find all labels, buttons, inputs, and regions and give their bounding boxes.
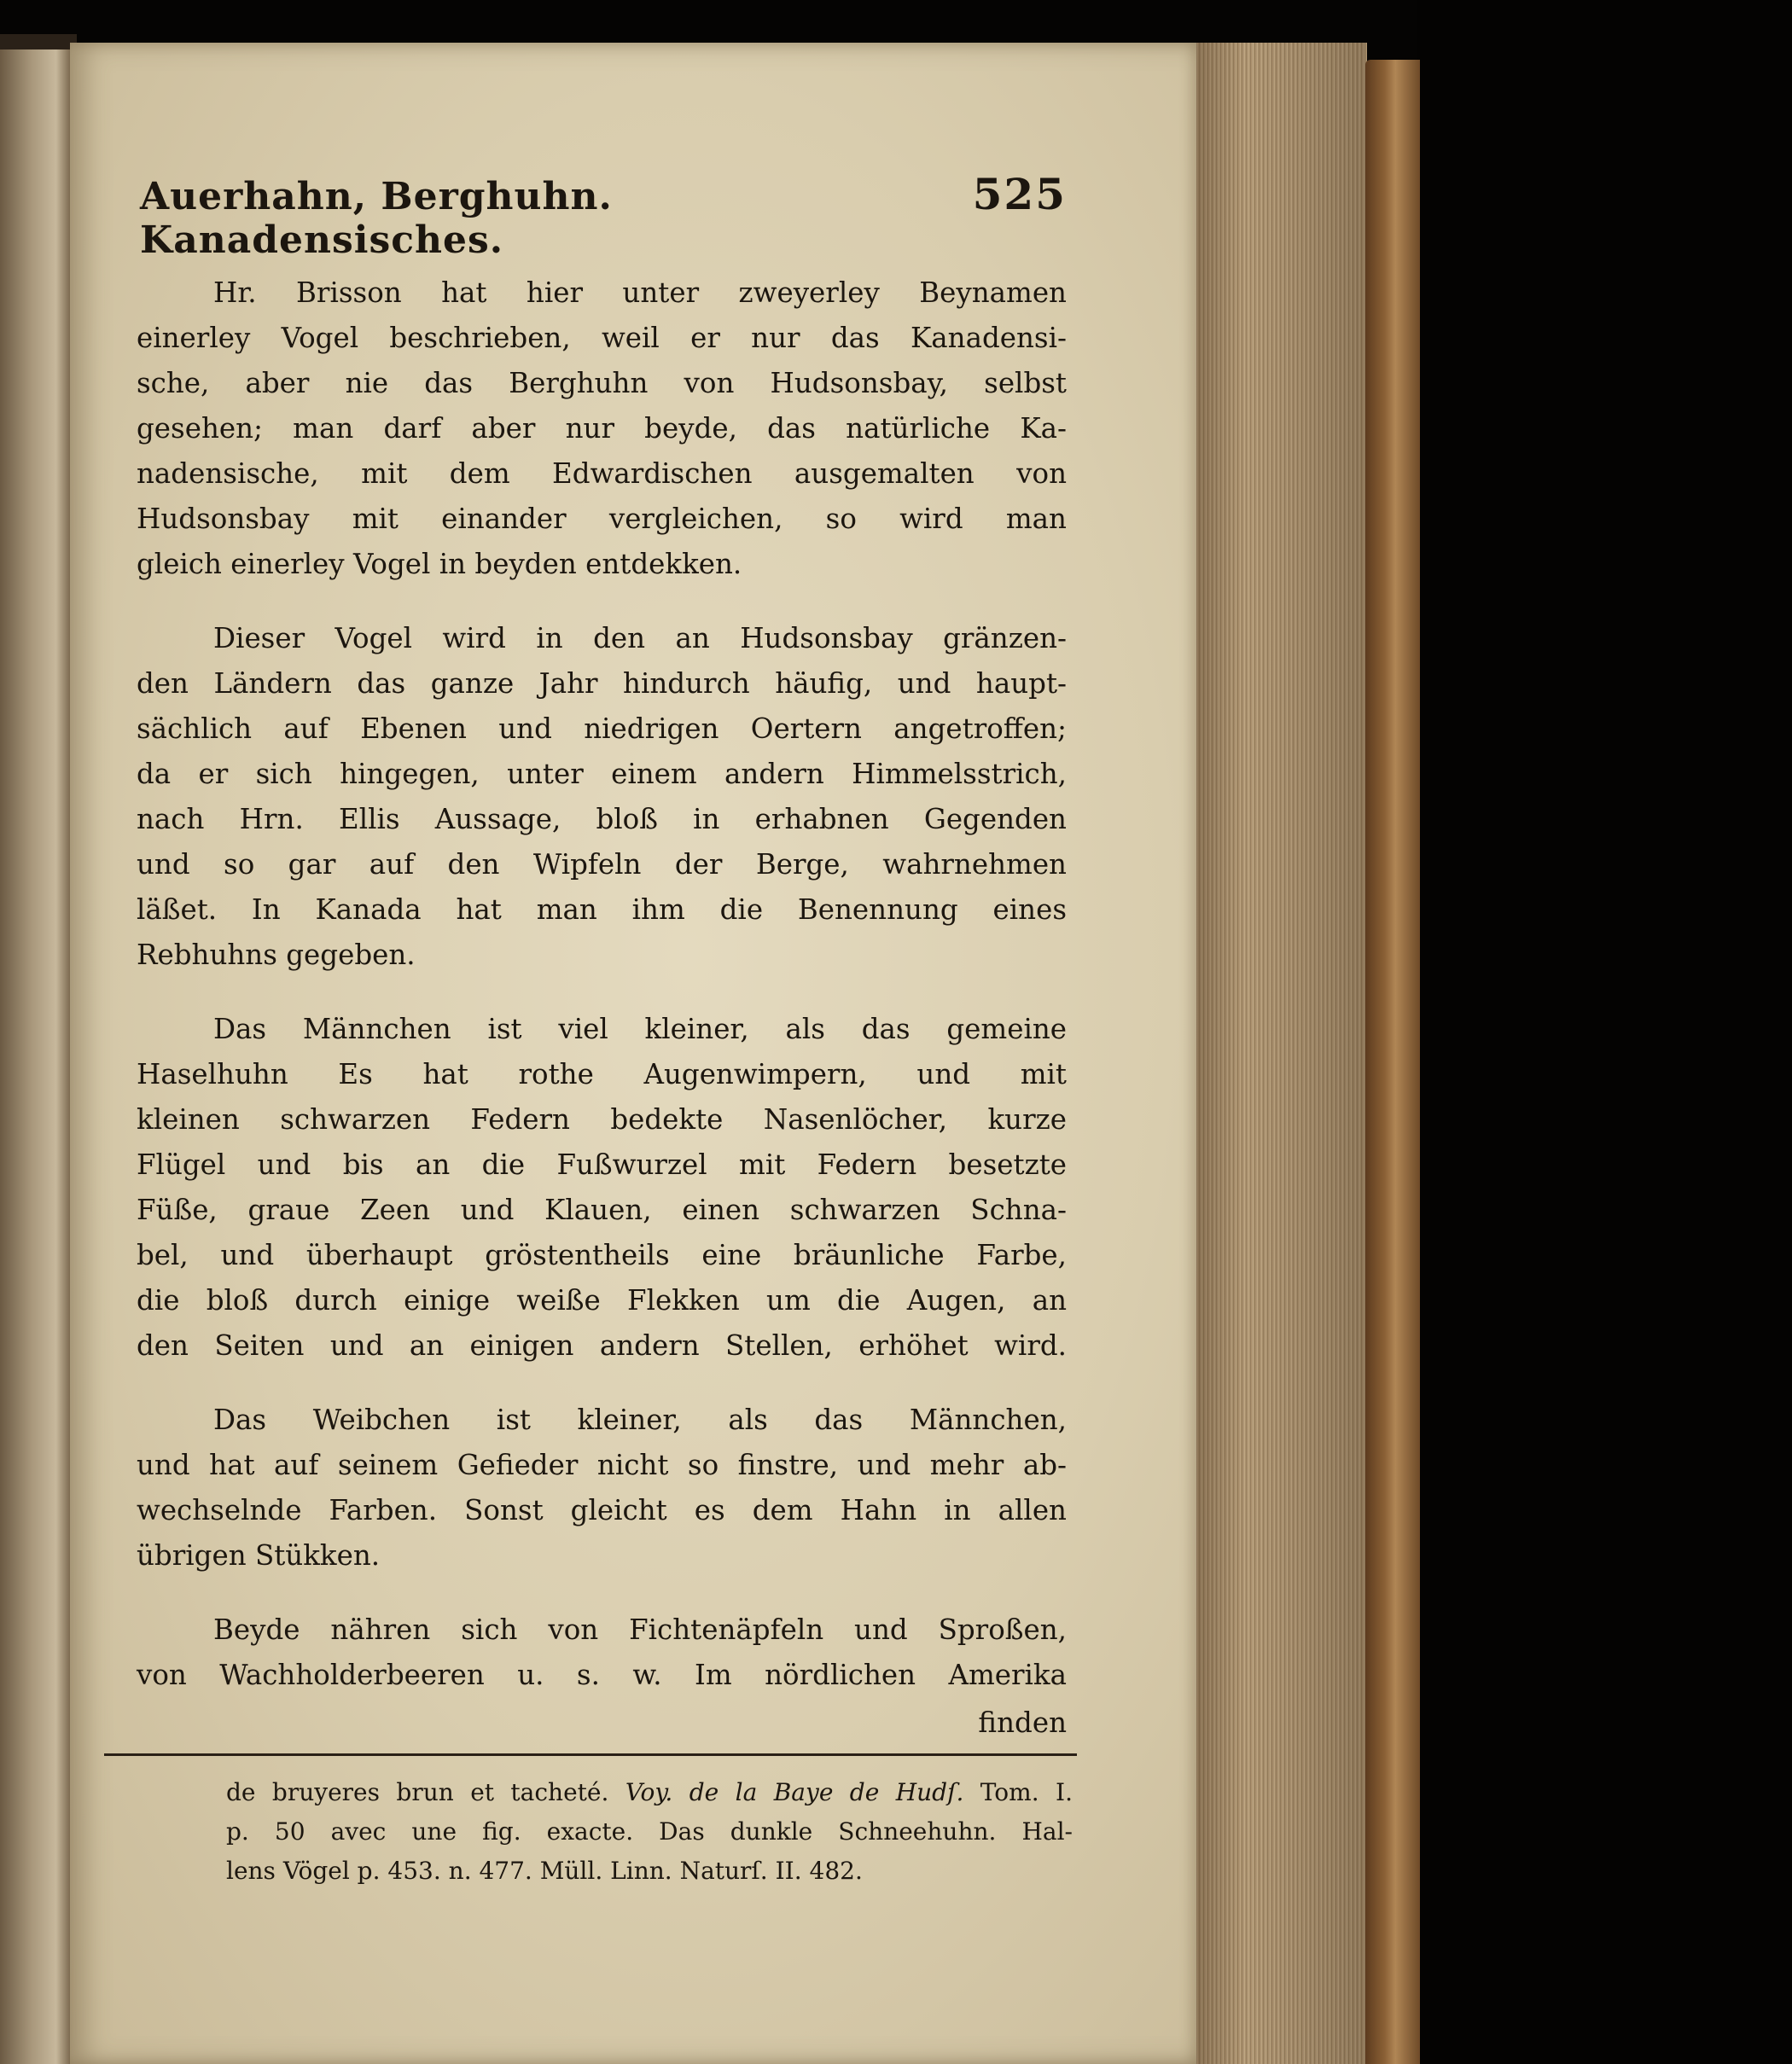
text-line: einerley Vogel beschrieben, weil er nur das Kanadensi- (137, 322, 1067, 354)
text-line: Flügel und bis an die Fußwurzel mit Federn besetzte (137, 1148, 1067, 1181)
footnote-rule (104, 1753, 1077, 1756)
paragraph-1 (137, 270, 1067, 587)
page-stack-shadow (1195, 43, 1365, 2064)
catchword: finden (978, 1706, 1067, 1739)
text-line: den Seiten und an einigen andern Stellen, erhöhet wird. (137, 1329, 1067, 1362)
text-line: von Wachholderbeeren u. s. w. Im nördlichen Amerika (137, 1659, 1067, 1691)
paragraph-5 (137, 1608, 1067, 1698)
text-line: Hr. Brisson hat hier unter zweyerley Beynamen (213, 276, 1067, 309)
footnote-line (151, 1773, 1073, 1812)
text-line: Füße, graue Zeen und Klauen, einen schwarzen Schna- (137, 1194, 1067, 1226)
text-line: kleinen schwarzen Federn bedekte Nasenlöcher, kurze (137, 1103, 1067, 1136)
footnote-line: p. 50 avec une fig. exacte. Das dunkle Schneehuhn. Hal- (226, 1817, 1073, 1846)
background (1417, 0, 1792, 2064)
paragraph-3 (137, 1007, 1067, 1369)
running-head-title: Auerhahn, Berghuhn. Kanadensisches. (140, 175, 613, 262)
text-line: gleich einerley Vogel in beyden entdekken. (137, 548, 742, 580)
text-line: Das Weibchen ist kleiner, als das Männchen, (213, 1404, 1067, 1436)
text-line: nach Hrn. Ellis Aussage, bloß in erhabnen Gegenden (137, 803, 1067, 835)
text-line: läßet. In Kanada hat man ihm die Benennung eines (137, 893, 1067, 926)
text-line: und hat auf seinem Gefieder nicht so finstre, und mehr ab- (137, 1449, 1067, 1481)
text-line: Rebhuhns gegeben. (137, 939, 416, 971)
text-line: Beyde nähren sich von Fichtenäpfeln und Sproßen, (213, 1613, 1067, 1646)
footnote-text: Tom. I. (980, 1778, 1073, 1806)
text-line: sche, aber nie das Berghuhn von Hudsonsbay, selbst (137, 367, 1067, 399)
text-line: übrigen Stükken. (137, 1539, 381, 1572)
footnote-text: de bruyeres brun et tacheté. (226, 1778, 609, 1806)
text-line: nadensische, mit dem Edwardischen ausgemalten von (137, 457, 1067, 490)
text-line: Das Männchen ist viel kleiner, als das gemeine (213, 1013, 1067, 1045)
catchword-row (137, 1701, 1067, 1744)
page-number: 525 (972, 169, 1067, 219)
text-line: den Ländern das ganze Jahr hindurch häufig, und haupt- (137, 667, 1067, 700)
text-line: bel, und überhaupt gröstentheils eine bräunliche Farbe, (137, 1239, 1067, 1271)
footnote-italic: Voy. de la Baye de Hudſ. (625, 1778, 964, 1806)
text-line: Hudsonsbay mit einander vergleichen, so wird man (137, 503, 1067, 535)
footnote-line: lens Vögel p. 453. n. 477. Müll. Linn. Naturſ. II. 482. (226, 1857, 863, 1885)
text-line: und so gar auf den Wipfeln der Berge, wahrnehmen (137, 848, 1067, 881)
text-line: Dieser Vogel wird in den an Hudsonsbay gränzen- (213, 622, 1067, 654)
previous-page (0, 49, 70, 2064)
text-line: wechselnde Farben. Sonst gleicht es dem Hahn in allen (137, 1494, 1067, 1526)
footnote (151, 1773, 1073, 1891)
text-line: da er sich hingegen, unter einem andern Himmelsstrich, (137, 758, 1067, 790)
text-line: gesehen; man darf aber nur beyde, das natürliche Ka- (137, 412, 1067, 445)
book-page (70, 43, 1196, 2064)
paragraph-2 (137, 616, 1067, 978)
text-line: Haselhuhn Es hat rothe Augenwimpern, und mit (137, 1058, 1067, 1090)
text-line: die bloß durch einige weiße Flekken um die Augen, an (137, 1284, 1067, 1317)
paragraph-4 (137, 1398, 1067, 1579)
book-cover-edge (1365, 60, 1420, 2064)
text-line: sächlich auf Ebenen und niedrigen Oertern angetroffen; (137, 712, 1067, 745)
page-text (137, 169, 1067, 1744)
running-head (140, 169, 1067, 262)
